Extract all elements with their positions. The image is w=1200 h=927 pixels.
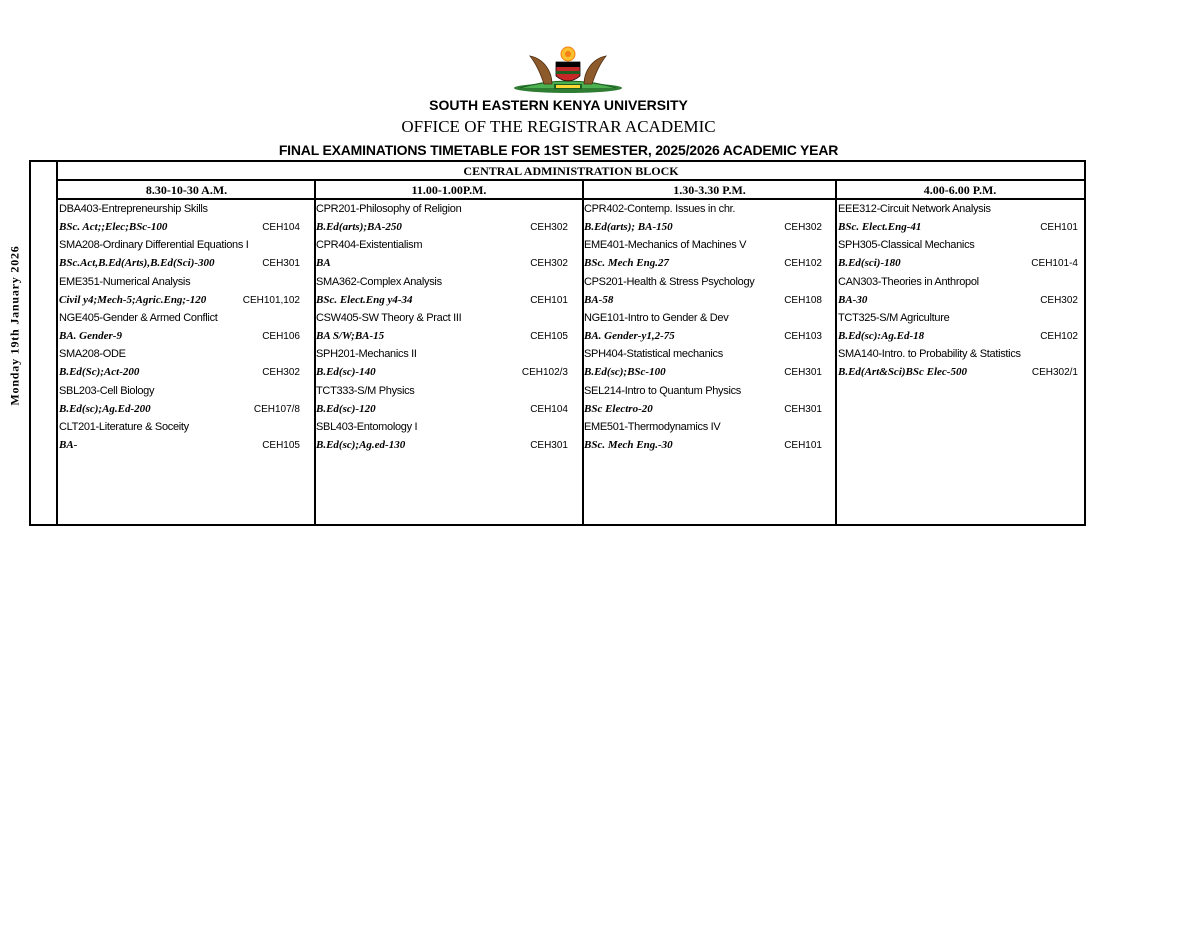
exam-room: CEH106: [262, 330, 300, 342]
exam-course: SEL214-Intro to Quantum Physics: [584, 384, 742, 397]
venue-block-header: CENTRAL ADMINISTRATION BLOCK: [58, 162, 1084, 181]
exam-programme: B.Ed(sc);Ag.ed-130: [316, 438, 406, 451]
exam-programme: B.Ed(Art&Sci)BSc Elec-500: [838, 366, 967, 379]
exam-course: CPR404-Existentialism: [316, 239, 423, 252]
exam-programme: BA. Gender-9: [59, 329, 122, 342]
exam-course: SPH201-Mechanics II: [316, 348, 417, 361]
exam-room: CEH101: [1040, 222, 1078, 233]
exam-room: CEH302: [784, 222, 822, 233]
university-crest-logo: [510, 44, 626, 94]
exam-programme: BSc.Act,B.Ed(Arts),B.Ed(Sci)-300: [59, 257, 215, 270]
exam-course: NGE101-Intro to Gender & Dev: [584, 311, 729, 324]
exam-course: CAN303-Theories in Anthropol: [838, 275, 979, 288]
exam-room: CEH302: [530, 222, 568, 233]
exam-course: SBL203-Cell Biology: [59, 384, 155, 397]
exam-room: CEH302/1: [1031, 367, 1078, 379]
exam-room: CEH105: [530, 330, 568, 342]
exam-programme: BSc. Elect.Eng y4-34: [316, 293, 413, 306]
exam-programme: B.Ed(sc);BSc-100: [584, 366, 666, 379]
exam-course: CPR402-Contemp. Issues in chr.: [584, 203, 736, 215]
exam-programme: BSc Electro-20: [584, 402, 653, 415]
column-divider: [835, 181, 837, 526]
exam-programme: BSc. Act;;Elec;BSc-100: [59, 221, 168, 233]
exam-room: CEH301: [530, 439, 568, 451]
exam-programme: B.Ed(Sc);Act-200: [59, 366, 140, 379]
exam-programme: B.Ed(sc)-120: [316, 402, 376, 415]
exam-room: CEH301: [262, 258, 300, 270]
exam-course: CLT201-Literature & Soceity: [59, 420, 189, 433]
exam-programme: B.Ed(sc);Ag.Ed-200: [59, 402, 151, 415]
exam-programme: B.Ed(sc):Ag.Ed-18: [838, 329, 925, 342]
exam-course: DBA403-Entrepreneurship Skills: [59, 203, 208, 215]
slot-header-3: 1.30-3.30 P.M.: [583, 181, 836, 200]
exam-room: CEH102: [784, 258, 822, 270]
exam-programme: BA: [316, 257, 331, 270]
exam-course: EEE312-Circuit Network Analysis: [838, 203, 991, 215]
exam-room: CEH301: [784, 367, 822, 379]
exam-room: CEH302: [530, 258, 568, 270]
exam-programme: Civil y4;Mech-5;Agric.Eng;-120: [59, 293, 207, 306]
exam-room: CEH301: [784, 403, 822, 415]
exam-programme: BA S/W;BA-15: [316, 329, 385, 342]
day-label: Monday 19th January 2026: [7, 245, 22, 406]
exam-course: SMA208-Ordinary Differential Equations I: [59, 239, 249, 252]
exam-room: CEH103: [784, 330, 822, 342]
exam-programme: BA-30: [838, 293, 868, 306]
exam-programme: B.Ed(sci)-180: [838, 257, 901, 270]
exam-room: CEH101,102: [242, 294, 300, 306]
slot-header-2: 11.00-1.00P.M.: [315, 181, 583, 200]
exam-course: EME501-Thermodynamics IV: [584, 420, 721, 433]
exam-room: CEH101: [530, 294, 568, 306]
timetable-title: FINAL EXAMINATIONS TIMETABLE FOR 1ST SEMESTER, 2025/2026 ACADEMIC YEAR: [278, 142, 839, 158]
exam-course: SPH305-Classical Mechanics: [838, 239, 975, 252]
exam-course: CPS201-Health & Stress Psychology: [584, 275, 755, 288]
exam-room: CEH102/3: [521, 367, 568, 379]
exam-course: CPR201-Philosophy of Religion: [316, 203, 462, 215]
exam-course: CSW405-SW Theory & Pract III: [316, 311, 462, 324]
exam-programme: BA-58: [584, 293, 614, 306]
exam-course: SMA362-Complex Analysis: [316, 275, 442, 288]
exam-programme: BA-: [59, 438, 78, 451]
exam-room: CEH104: [262, 222, 300, 233]
exam-course: TCT325-S/M Agriculture: [838, 311, 950, 324]
exam-programme: BSc. Mech Eng.27: [584, 257, 669, 270]
exam-programme: B.Ed(sc)-140: [316, 366, 376, 379]
slot-header-1: 8.30-10-30 A.M.: [58, 181, 315, 200]
exam-room: CEH108: [784, 294, 822, 306]
exam-room: CEH302: [262, 367, 300, 379]
exam-course: EME401-Mechanics of Machines V: [584, 239, 747, 252]
slot-header-4: 4.00-6.00 P.M.: [836, 181, 1084, 200]
exam-course: SMA140-Intro. to Probability & Statistics: [838, 348, 1021, 361]
exam-course: TCT333-S/M Physics: [316, 384, 415, 397]
exam-room: CEH302: [1040, 294, 1078, 306]
exam-room: CEH107/8: [253, 403, 300, 415]
exam-room: CEH101: [784, 439, 822, 451]
exam-room: CEH104: [530, 403, 568, 415]
exam-programme: BSc. Elect.Eng-41: [838, 221, 922, 233]
exam-programme: BA. Gender-y1,2-75: [584, 329, 675, 342]
exam-room: CEH105: [262, 439, 300, 451]
exam-course: SBL403-Entomology I: [316, 420, 418, 433]
exam-room: CEH101-4: [1031, 258, 1078, 270]
exam-programme: BSc. Mech Eng.-30: [584, 438, 673, 451]
day-column: [29, 160, 58, 526]
exam-room: CEH102: [1040, 330, 1078, 342]
university-name: SOUTH EASTERN KENYA UNIVERSITY: [429, 97, 688, 113]
exam-course: SPH404-Statistical mechanics: [584, 348, 723, 361]
exam-course: NGE405-Gender & Armed Conflict: [59, 311, 218, 324]
exam-course: SMA208-ODE: [59, 348, 126, 361]
exam-programme: B.Ed(arts);BA-250: [316, 221, 402, 233]
office-title: OFFICE OF THE REGISTRAR ACADEMIC: [401, 117, 716, 136]
exam-course: EME351-Numerical Analysis: [59, 275, 191, 288]
exam-programme: B.Ed(arts); BA-150: [584, 221, 673, 233]
